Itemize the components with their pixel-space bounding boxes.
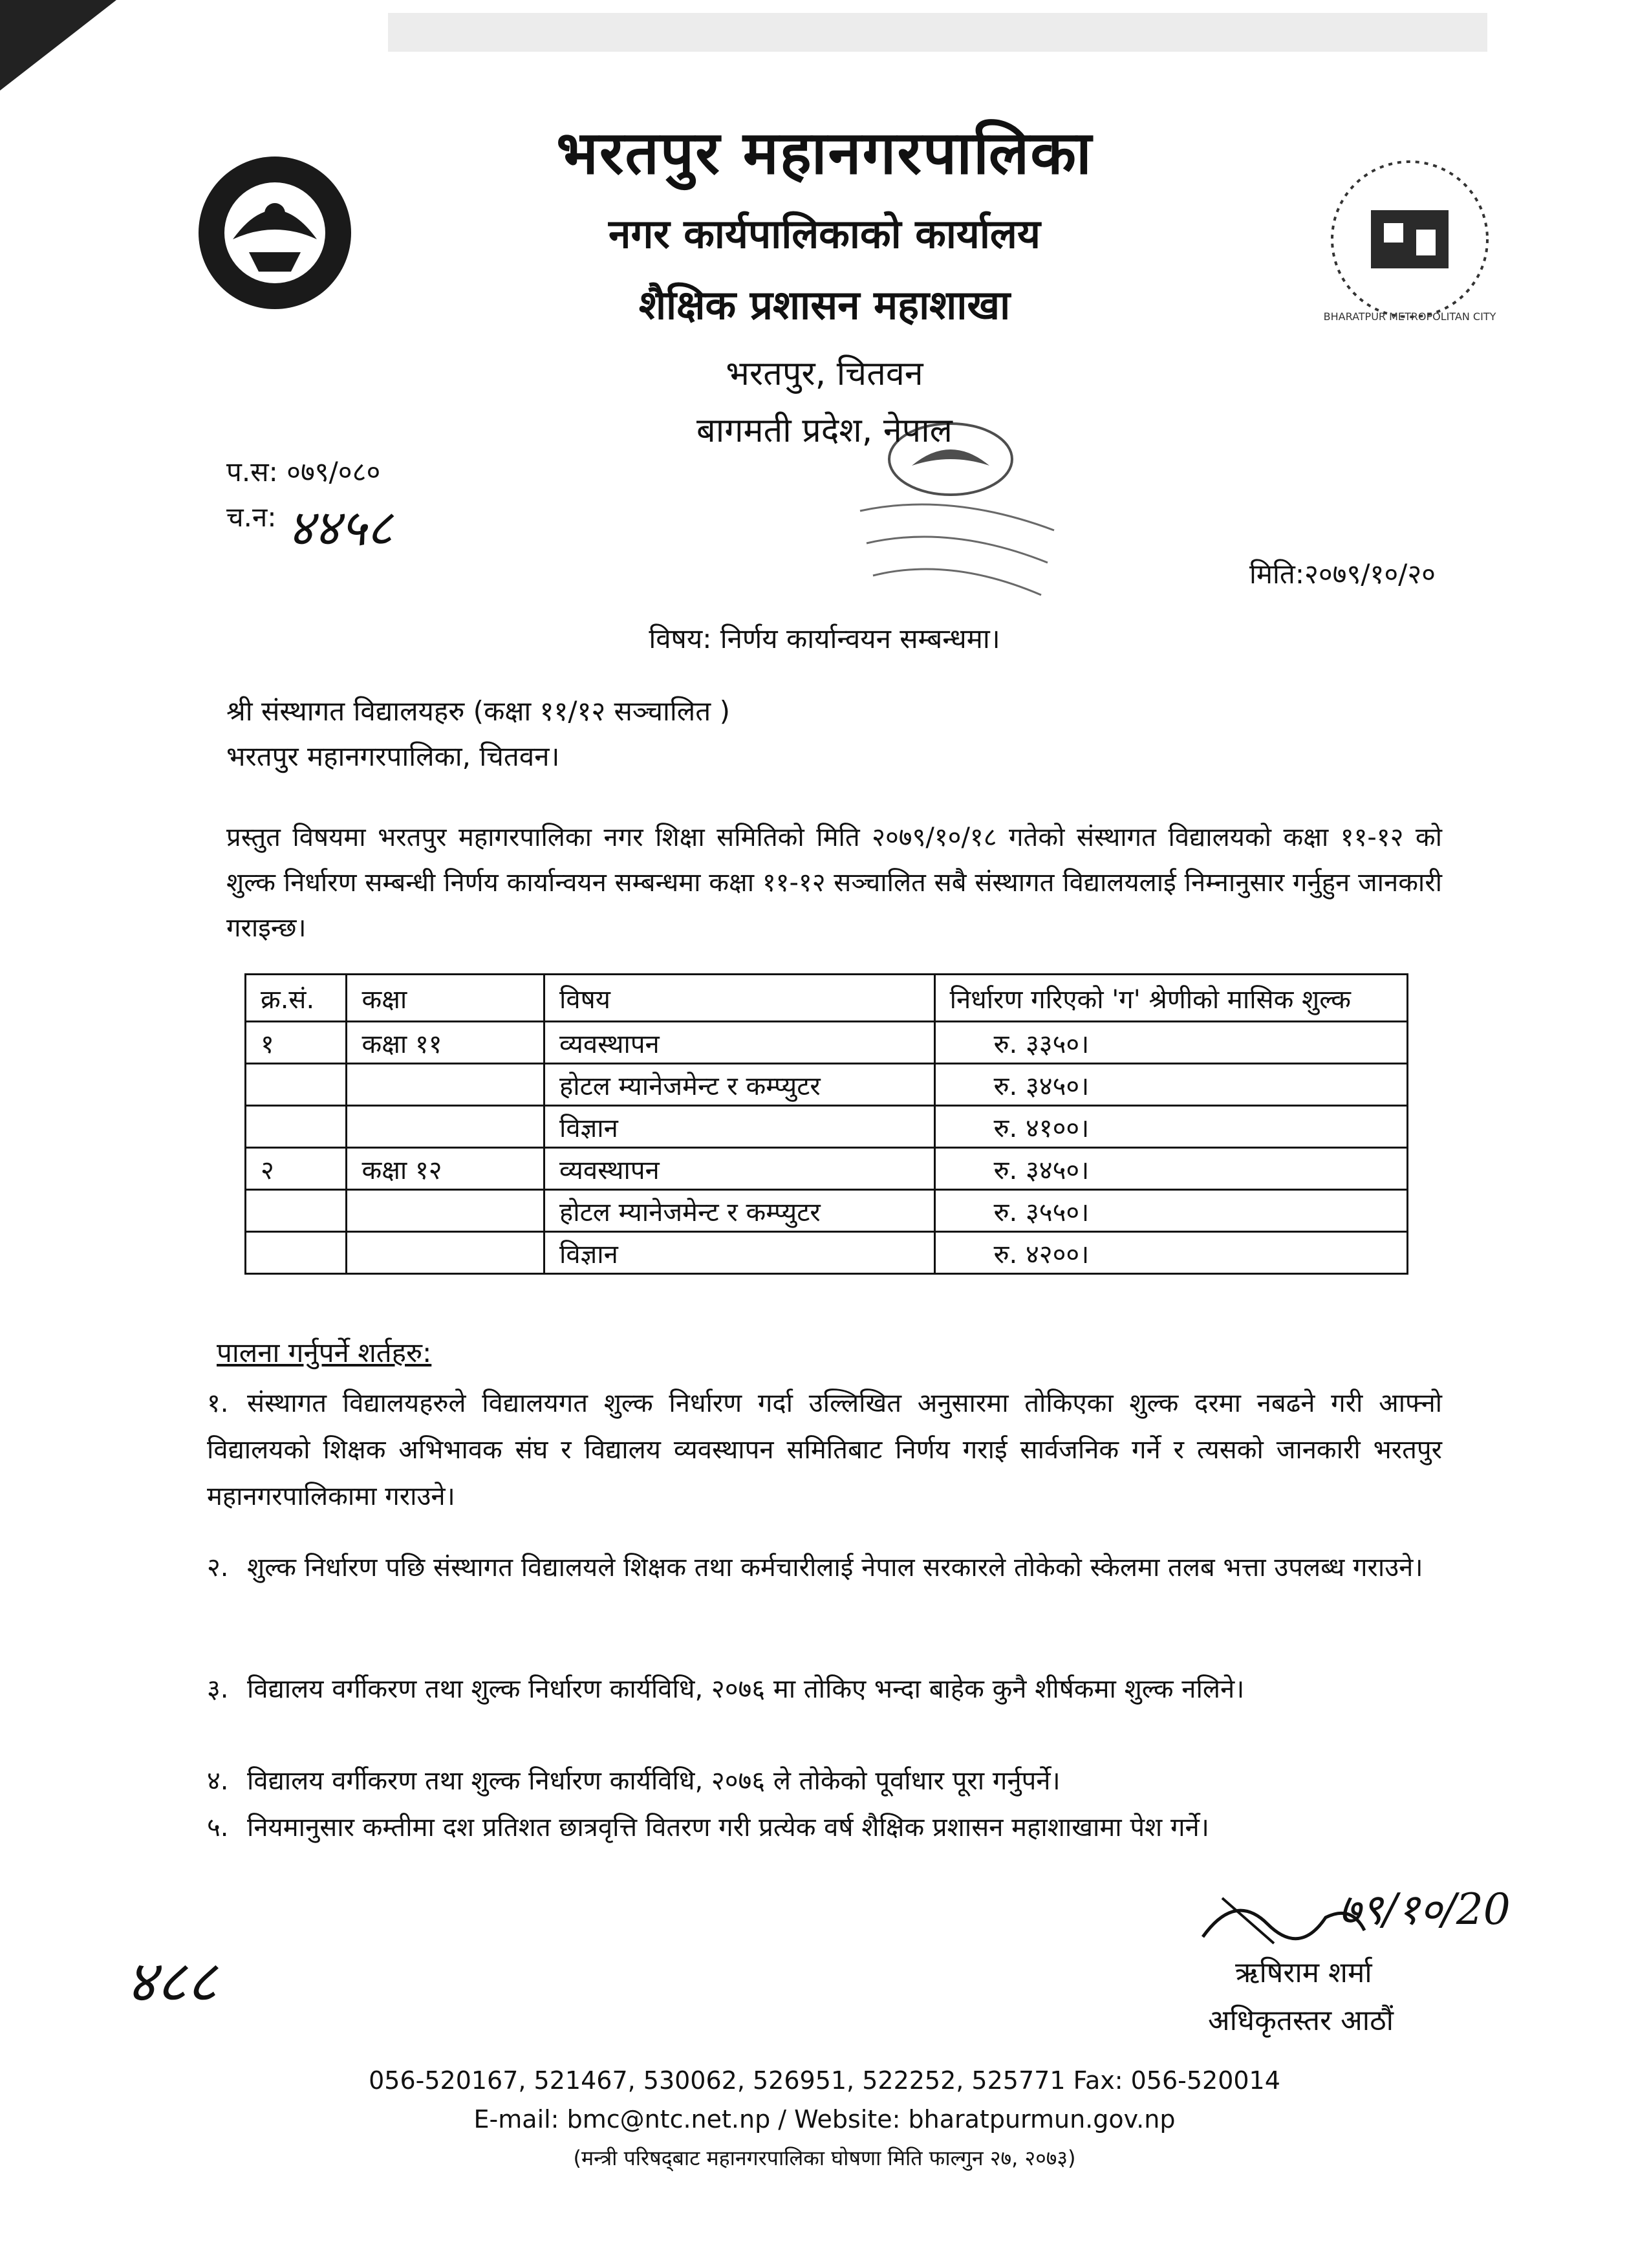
condition-number: ३.	[207, 1674, 229, 1704]
condition-item	[207, 1758, 1442, 1804]
cell-class	[347, 1106, 544, 1148]
condition-number: ४.	[207, 1766, 229, 1796]
condition-item	[207, 1804, 1442, 1851]
cell-class: कक्षा ११	[347, 1022, 544, 1064]
cell-sn	[246, 1190, 347, 1232]
header-subject: विषय	[544, 975, 935, 1022]
header-sn: क्र.सं.	[246, 975, 347, 1022]
addressee-line-2: भरतपुर महानगरपालिका, चितवन।	[226, 740, 560, 772]
signature-handwritten-date: ७९/१०/20	[1339, 1885, 1511, 1934]
cell-fee: रु. ४१००।	[934, 1106, 1407, 1148]
letter-subject: विषय: निर्णय कार्यान्वयन सम्बन्धमा।	[649, 623, 1000, 654]
cell-sn	[246, 1064, 347, 1106]
condition-item	[207, 1666, 1442, 1712]
cell-fee: रु. ३३५०।	[934, 1022, 1407, 1064]
letter-reference-ps: प.स: ०७९/०८०	[226, 456, 381, 488]
cell-subject: व्यवस्थापन	[544, 1148, 935, 1190]
header-class: कक्षा	[347, 975, 544, 1022]
condition-text: नियमानुसार कम्तीमा दश प्रतिशत छात्रवृत्ति वितरण गरी प्रत्येक वर्ष शैक्षिक प्रशासन महाशाखामा पेश गर्ने।	[247, 1813, 1209, 1842]
condition-number: ५.	[207, 1813, 229, 1842]
condition-text: शुल्क निर्धारण पछि संस्थागत विद्यालयले शिक्षक तथा कर्मचारीलाई नेपाल सरकारले तोकेको स्केलमा तलब भत्ता उपलब्ध गराउने।	[247, 1553, 1423, 1582]
footer-email-website: E-mail: bmc@ntc.net.np / Website: bharatpurmun.gov.np	[473, 2105, 1176, 2133]
condition-text: संस्थागत विद्यालयहरुले विद्यालयगत शुल्क निर्धारण गर्दा उल्लिखित अनुसारमा तोकिएका शुल्क दरमा नबढने गरी आफ्नो विद्यालयको शिक्षक अभिभावक संघ र विद्यालय व्यवस्थापन समितिबाट निर्णय गराई सार्वजनिक गर्ने र त्यसको जानकारी भरतपुर महानगरपालिकामा गराउने।	[207, 1388, 1442, 1511]
margin-handwritten-note: ४८८	[126, 1948, 217, 2016]
condition-text: विद्यालय वर्गीकरण तथा शुल्क निर्धारण कार्यविधि, २०७६ ले तोकेको पूर्वाधार पूरा गर्नुपर्ने।	[247, 1766, 1061, 1796]
cell-subject: विज्ञान	[544, 1232, 935, 1274]
cell-subject: होटल म्यानेजमेन्ट र कम्प्युटर	[544, 1064, 935, 1106]
cell-fee: रु. ३४५०।	[934, 1064, 1407, 1106]
organization-title: भरतपुर महानगरपालिका	[556, 118, 1093, 188]
condition-number: २.	[207, 1553, 229, 1582]
branch-name: शैक्षिक प्रशासन महाशाखा	[638, 281, 1011, 329]
logo-ring-text: BHARATPUR METROPOLITAN CITY	[1323, 310, 1496, 323]
condition-text: विद्यालय वर्गीकरण तथा शुल्क निर्धारण कार्यविधि, २०७६ मा तोकिए भन्दा बाहेक कुनै शीर्षकमा शुल्क नलिने।	[247, 1674, 1245, 1704]
cell-class	[347, 1232, 544, 1274]
letter-date: मिति:२०७९/१०/२०	[1249, 558, 1436, 590]
cell-fee: रु. ३४५०।	[934, 1148, 1407, 1190]
cell-class	[347, 1190, 544, 1232]
table-row	[246, 1232, 1408, 1274]
cell-subject: विज्ञान	[544, 1106, 935, 1148]
cell-class: कक्षा १२	[347, 1148, 544, 1190]
signatory-name: ऋषिराम शर्मा	[1235, 1956, 1372, 1989]
cell-class	[347, 1064, 544, 1106]
condition-item	[207, 1380, 1442, 1520]
conditions-title: पालना गर्नुपर्ने शर्तहरु:	[217, 1337, 432, 1368]
cell-fee: रु. ३५५०।	[934, 1190, 1407, 1232]
addressee-line-1: श्री संस्थागत विद्यालयहरु (कक्षा ११/१२ सञ्चालित )	[226, 695, 730, 727]
handwritten-dispatch-number: ४४५८	[288, 499, 393, 557]
table-row	[246, 1064, 1408, 1106]
table-row	[246, 1022, 1408, 1064]
fee-table-header-row	[246, 975, 1408, 1022]
office-name: नगर कार्यपालिकाको कार्यालय	[609, 210, 1040, 257]
fee-table	[244, 973, 1408, 1275]
body-paragraph: प्रस्तुत विषयमा भरतपुर महागरपालिका नगर शिक्षा समितिको मिति २०७९/१०/१८ गतेको संस्थागत विद्यालयको कक्षा ११-१२ को शुल्क निर्धारण सम्बन्धी निर्णय कार्यान्वयन सम्बन्धमा कक्षा ११-१२ सञ्चालित सबै संस्थागत विद्यालयलाई निम्नानुसार गर्नुहुन जानकारी गराइन्छ।	[226, 823, 1442, 943]
table-row	[246, 1190, 1408, 1232]
header-fee: निर्धारण गरिएको 'ग' श्रेणीको मासिक शुल्क	[934, 975, 1407, 1022]
office-city: भरतपुर, चितवन	[726, 354, 923, 393]
condition-number: १.	[207, 1388, 229, 1418]
cell-sn	[246, 1232, 347, 1274]
table-row	[246, 1106, 1408, 1148]
cell-fee: रु. ४२००।	[934, 1232, 1407, 1274]
footer-phones: 056-520167, 521467, 530062, 526951, 522252, 525771 Fax: 056-520014	[369, 2066, 1280, 2095]
condition-item	[207, 1544, 1442, 1591]
footer-declaration: (मन्त्री परिषद्‌बाट महानगरपालिका घोषणा मिति फाल्गुन २७, २०७३)	[573, 2146, 1076, 2170]
scan-noise-strip	[0, 0, 1649, 97]
table-row	[246, 1148, 1408, 1190]
cell-sn: २	[246, 1148, 347, 1190]
letter-reference-cn-label: च.न:	[226, 501, 277, 533]
cell-subject: व्यवस्थापन	[544, 1022, 935, 1064]
signatory-title: अधिकृतस्तर आठौं	[1208, 2004, 1394, 2037]
cell-sn	[246, 1106, 347, 1148]
cell-sn: १	[246, 1022, 347, 1064]
cell-subject: होटल म्यानेजमेन्ट र कम्प्युटर	[544, 1190, 935, 1232]
office-province: बागमती प्रदेश, नेपाल	[696, 411, 953, 450]
